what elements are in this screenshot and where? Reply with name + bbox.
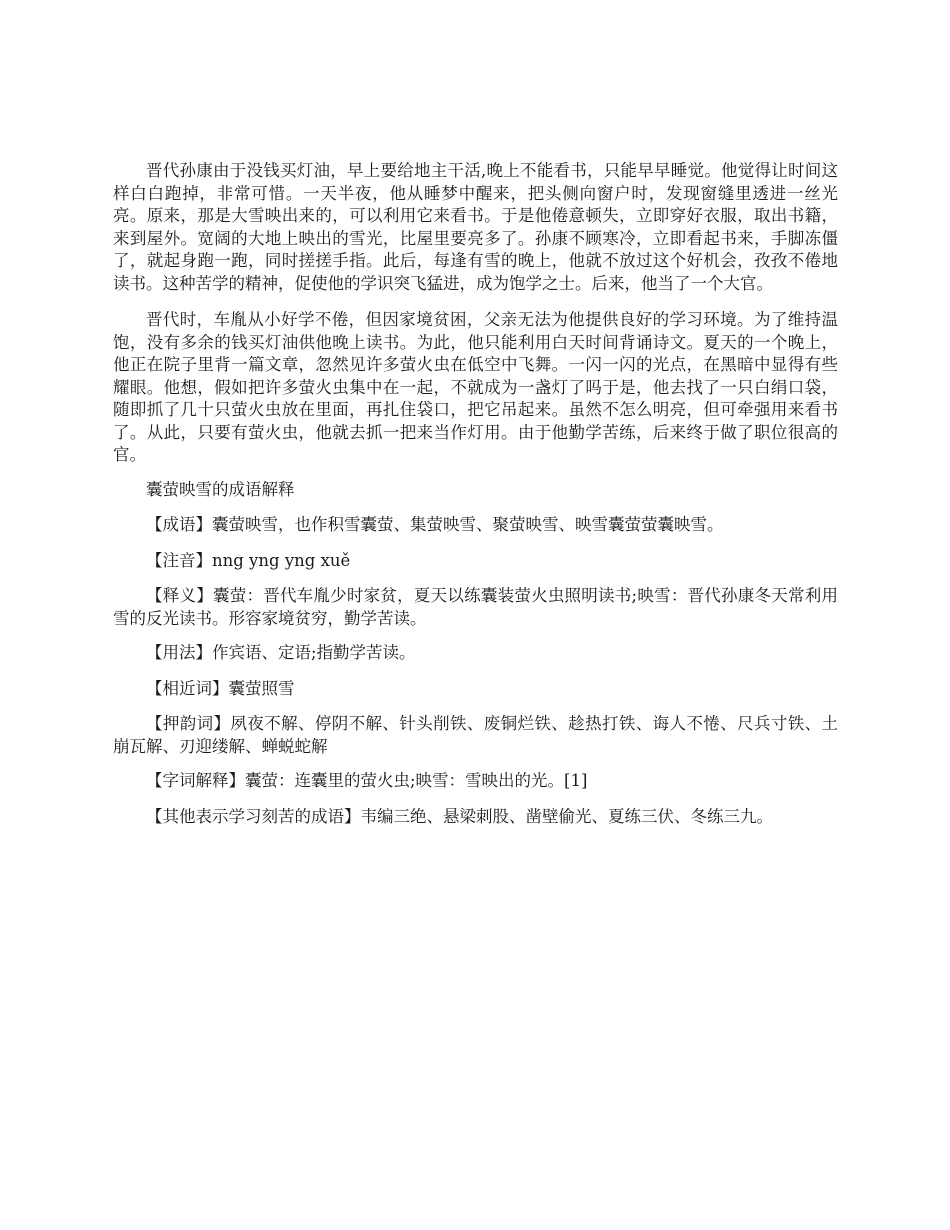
word-explanation-entry: 【字词解释】囊萤：连囊里的萤火虫;映雪：雪映出的光。[1] xyxy=(146,771,588,790)
usage-entry: 【用法】作宾语、定语;指勤学苦读。 xyxy=(146,643,416,662)
meaning-entry: 【释义】囊萤：晋代车胤少时家贫，夏天以练囊装萤火虫照明读书;映雪：晋代孙康冬天常利用雪的反光读书。形容家境贫穷，勤学苦读。 xyxy=(113,586,838,628)
related-idioms-entry: 【其他表示学习刻苦的成语】韦编三绝、悬梁刺股、凿壁偷光、夏练三伏、冬练三九。 xyxy=(146,806,773,826)
idiom-entry: 【成语】囊萤映雪，也作积雪囊萤、集萤映雪、聚萤映雪、映雪囊萤萤囊映雪。 xyxy=(146,515,724,534)
document-body xyxy=(113,160,838,840)
section-heading: 囊萤映雪的成语解释 xyxy=(146,479,295,499)
synonym-entry: 【相近词】囊萤照雪 xyxy=(146,678,295,698)
story-paragraph-sun-kang: 晋代孙康由于没钱买灯油，早上要给地主干活,晚上不能看书，只能早早睡觉。他觉得让时间这样白白跑掉，非常可惜。一天半夜，他从睡梦中醒来，把头侧向窗户时，发现窗缝里透进一丝光亮。原来，那是大雪映出来的，可以利用它来看书。于是他倦意顿失，立即穿好衣服，取出书籍，来到屋外。宽阔的大地上映出的雪光，比屋里要亮多了。孙康不顾寒冷，立即看起书来，手脚冻僵了，就起身跑一跑，同时搓搓手指。此后，每逢有雪的晚上，他就不放过这个好机会，孜孜不倦地读书。这种苦学的精神，促使他的学识突飞猛进，成为饱学之士。后来，他当了一个大官。 xyxy=(113,161,838,293)
rhyme-entry: 【押韵词】夙夜不解、停阴不解、针头削铁、废铜烂铁、趁热打铁、诲人不惓、尺兵寸铁、土崩瓦解、刃迎缕解、蝉蜕蛇解 xyxy=(113,714,838,756)
pinyin-entry: 【注音】nng yng yng xuě xyxy=(146,550,351,570)
story-paragraph-che-yin: 晋代时，车胤从小好学不倦，但因家境贫困，父亲无法为他提供良好的学习环境。为了维持温饱，没有多余的钱买灯油供他晚上读书。为此，他只能利用白天时间背诵诗文。夏天的一个晚上，他正在院子里背一篇文章，忽然见许多萤火虫在低空中飞舞。一闪一闪的光点，在黑暗中显得有些耀眼。他想，假如把许多萤火虫集中在一起，不就成为一盏灯了吗于是，他去找了一只白绢口袋，随即抓了几十只萤火虫放在里面，再扎住袋口，把它吊起来。虽然不怎么明亮，但可牵强用来看书了。从此，只要有萤火虫，他就去抓一把来当作灯用。由于他勤学苦练，后来终于做了职位很高的官。 xyxy=(113,310,838,464)
